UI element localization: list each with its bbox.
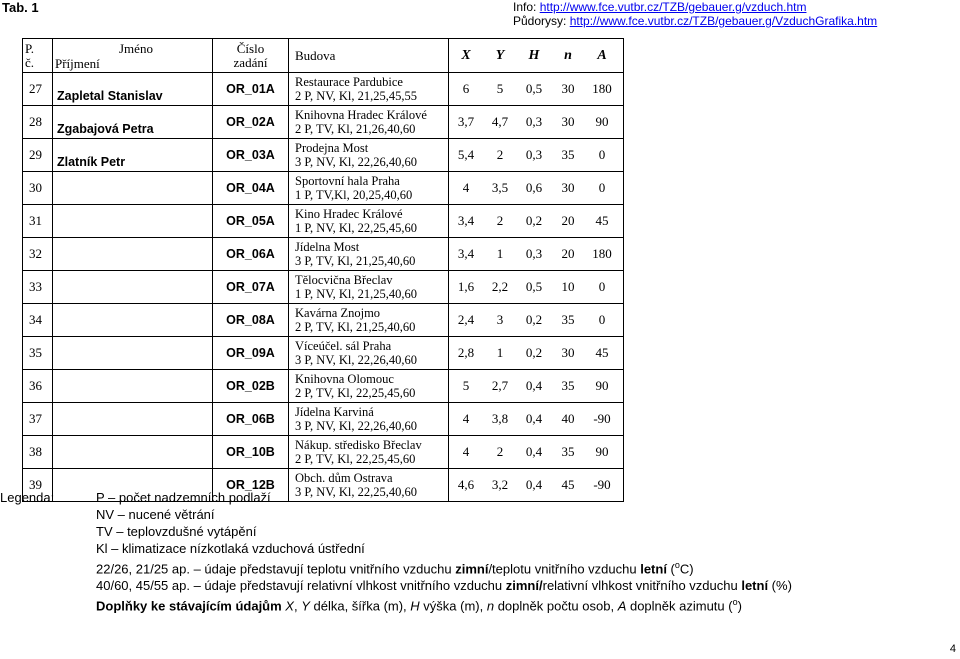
value-y: 1	[496, 345, 504, 360]
legend-text: zimní	[455, 561, 489, 577]
value-y: 3	[496, 312, 504, 327]
building-name: Obch. dům Ostrava	[295, 471, 393, 485]
header-cislo-line2: zadání	[233, 54, 268, 70]
legend-text: doplněk počtu osob,	[494, 598, 618, 614]
legend-text: X	[285, 598, 294, 614]
table-caption: Tab. 1	[2, 0, 39, 15]
building-cell	[289, 106, 449, 139]
dimension-values	[449, 205, 624, 238]
legend-text: n	[486, 598, 495, 614]
building-cell	[289, 436, 449, 469]
legend-line-additions	[96, 594, 792, 614]
value-x: 1,6	[457, 279, 475, 294]
building-cell	[289, 337, 449, 370]
table-row	[23, 205, 624, 238]
building-name: Knihovna Hradec Králové	[295, 108, 427, 122]
assignment-code: OR_12B	[213, 469, 289, 502]
row-number: 39	[23, 469, 53, 502]
value-n: 30	[561, 81, 575, 96]
building-name: Knihovna Olomouc	[295, 372, 394, 386]
assignment-code: OR_09A	[213, 337, 289, 370]
value-a: 45	[595, 345, 609, 360]
building-cell	[289, 238, 449, 271]
building-params: 3 P, NV, Kl, 22,26,40,60	[295, 419, 418, 433]
value-n: 10	[561, 279, 575, 294]
value-a: 180	[592, 81, 612, 96]
building-params: 3 P, TV, Kl, 21,25,40,60	[295, 254, 416, 268]
page-number: 4	[949, 643, 956, 655]
assignment-code: OR_02A	[213, 106, 289, 139]
row-number: 32	[23, 238, 53, 271]
assignment-code: OR_07A	[213, 271, 289, 304]
legend-line-p: P – počet nadzemních podlaží	[96, 490, 271, 505]
building-name: Jídelna Most	[295, 240, 360, 254]
floorplans-link[interactable]: http://www.fce.vutbr.cz/TZB/gebauer.g/VzduchGrafika.htm	[569, 14, 878, 28]
value-y: 1	[496, 246, 504, 261]
building-name: Sportovní hala Praha	[295, 174, 400, 188]
legend-label: Legenda:	[0, 490, 55, 505]
legend-line-kl: Kl – klimatizace nízkotlaká vzduchová ústřední	[96, 541, 365, 556]
legend-text: H	[410, 598, 420, 614]
value-a: 0	[598, 279, 606, 294]
student-name	[53, 172, 213, 205]
value-h: 0,4	[525, 411, 543, 426]
student-name	[53, 403, 213, 436]
value-y: 4,7	[491, 114, 509, 129]
student-name: Zgabajová Petra	[53, 106, 213, 139]
value-h: 0,5	[525, 81, 543, 96]
row-number: 35	[23, 337, 53, 370]
student-name	[53, 238, 213, 271]
table-row	[23, 172, 624, 205]
building-cell	[289, 205, 449, 238]
building-name: Tělocvična Břeclav	[295, 273, 393, 287]
building-cell	[289, 139, 449, 172]
dimension-values	[449, 139, 624, 172]
value-a: 90	[595, 378, 609, 393]
row-number: 36	[23, 370, 53, 403]
legend	[96, 489, 792, 615]
value-n: 20	[561, 246, 575, 261]
floorplans-label: Půdorysy:	[513, 14, 570, 28]
table-header-row	[23, 39, 624, 73]
value-a: 180	[592, 246, 612, 261]
assignment-code: OR_10B	[213, 436, 289, 469]
value-y: 2	[496, 147, 504, 162]
assignment-code: OR_06B	[213, 403, 289, 436]
legend-text: ,	[293, 598, 302, 614]
legend-text: Y	[301, 598, 310, 614]
legend-text: /teplotu vnitřního vzduchu	[488, 561, 641, 577]
value-x: 4,6	[457, 477, 475, 492]
legend-line-temperature	[96, 557, 792, 577]
value-n: 40	[561, 411, 575, 426]
value-x: 5	[462, 378, 470, 393]
header-prijmeni: Příjmení	[55, 55, 100, 71]
value-x: 2,8	[457, 345, 475, 360]
header-n: n	[564, 47, 572, 63]
value-h: 0,3	[525, 114, 543, 129]
building-params: 2 P, TV, Kl, 22,25,45,60	[295, 386, 416, 400]
building-name: Kavárna Znojmo	[295, 306, 381, 320]
value-n: 35	[561, 444, 575, 459]
row-number: 37	[23, 403, 53, 436]
legend-text: (	[666, 561, 675, 577]
legend-text: A	[617, 598, 627, 614]
value-x: 2,4	[457, 312, 475, 327]
building-name: Restaurace Pardubice	[295, 75, 403, 89]
value-a: -90	[593, 477, 611, 492]
value-a: 0	[598, 180, 606, 195]
legend-text: 22/26, 21/25 ap. – údaje představují teplotu vnitřního vzduchu	[96, 561, 456, 577]
assignment-code: OR_04A	[213, 172, 289, 205]
legend-text: délka, šířka (m),	[309, 598, 411, 614]
legend-text: (%)	[768, 578, 792, 594]
value-y: 2,2	[491, 279, 509, 294]
header-name	[53, 39, 213, 73]
building-params: 2 P, TV, Kl, 22,25,45,60	[295, 452, 416, 466]
building-name: Nákup. středisko Břeclav	[295, 438, 422, 452]
header-jmeno: Jméno	[119, 40, 153, 56]
value-a: 0	[598, 147, 606, 162]
info-link[interactable]: http://www.fce.vutbr.cz/TZB/gebauer.g/vzduch.htm	[539, 0, 807, 14]
student-name	[53, 271, 213, 304]
building-params: 3 P, NV, Kl, 22,26,40,60	[295, 155, 418, 169]
assignment-code: OR_06A	[213, 238, 289, 271]
legend-text: zimní/	[505, 578, 543, 594]
header-pc-line2: č.	[25, 54, 35, 70]
building-params: 3 P, NV, Kl, 22,25,40,60	[295, 485, 418, 499]
table-row	[23, 73, 624, 106]
value-x: 3,4	[457, 246, 475, 261]
value-n: 35	[561, 147, 575, 162]
header-pc-line1: P.	[25, 40, 35, 56]
value-h: 0,4	[525, 378, 543, 393]
legend-text: relativní vlhkost vnitřního vzduchu	[542, 578, 742, 594]
student-name	[53, 205, 213, 238]
dimension-values	[449, 304, 624, 337]
building-params: 2 P, NV, Kl, 21,25,45,55	[295, 89, 418, 103]
building-params: 1 P, TV,Kl, 20,25,40,60	[295, 188, 413, 202]
value-h: 0,2	[525, 312, 543, 327]
assignment-code: OR_01A	[213, 73, 289, 106]
value-n: 20	[561, 213, 575, 228]
legend-text: C)	[679, 561, 694, 577]
legend-text: o	[674, 560, 680, 570]
building-params: 1 P, NV, Kl, 22,25,45,60	[295, 221, 418, 235]
row-number: 30	[23, 172, 53, 205]
legend-line-tv: TV – teplovzdušné vytápění	[96, 524, 257, 539]
student-name	[53, 436, 213, 469]
value-h: 0,4	[525, 477, 543, 492]
value-n: 45	[561, 477, 575, 492]
value-n: 30	[561, 114, 575, 129]
assignment-code: OR_08A	[213, 304, 289, 337]
table-row	[23, 370, 624, 403]
value-h: 0,2	[525, 213, 543, 228]
value-h: 0,2	[525, 345, 543, 360]
legend-line-nv: NV – nucené větrání	[96, 507, 215, 522]
building-name: Kino Hradec Králové	[295, 207, 403, 221]
assignment-code: OR_02B	[213, 370, 289, 403]
dimension-values	[449, 172, 624, 205]
row-number: 38	[23, 436, 53, 469]
header-budova: Budova	[289, 39, 449, 73]
building-cell	[289, 271, 449, 304]
assignment-table	[22, 38, 624, 502]
value-y: 3,2	[491, 477, 509, 492]
building-cell	[289, 370, 449, 403]
building-params: 3 P, NV, Kl, 22,26,40,60	[295, 353, 418, 367]
dimension-values	[449, 403, 624, 436]
value-x: 6	[462, 81, 470, 96]
value-y: 3,8	[491, 411, 509, 426]
value-n: 30	[561, 345, 575, 360]
header-h: H	[528, 47, 540, 63]
dimension-values	[449, 106, 624, 139]
legend-text: letní	[741, 578, 769, 594]
table-row	[23, 337, 624, 370]
info-line	[513, 0, 877, 14]
value-x: 5,4	[457, 147, 475, 162]
row-number: 34	[23, 304, 53, 337]
row-number: 29	[23, 139, 53, 172]
table-row	[23, 436, 624, 469]
table-row	[23, 238, 624, 271]
legend-text: letní	[640, 561, 667, 577]
student-name: Zlatník Petr	[53, 139, 213, 172]
table-row	[23, 139, 624, 172]
value-h: 0,6	[525, 180, 543, 195]
value-n: 35	[561, 378, 575, 393]
assignment-code: OR_05A	[213, 205, 289, 238]
legend-text: doplněk azimutu (	[626, 598, 733, 614]
value-y: 2	[496, 444, 504, 459]
legend-text: 40/60, 45/55 ap. – údaje představují relativní vlhkost vnitřního vzduchu	[96, 578, 506, 594]
value-a: 45	[595, 213, 609, 228]
header-a: A	[597, 47, 607, 63]
value-h: 0,3	[525, 147, 543, 162]
legend-line-humidity	[96, 577, 792, 594]
student-name	[53, 304, 213, 337]
header-cislo	[213, 39, 289, 73]
value-x: 4	[462, 411, 470, 426]
assignment-code: OR_03A	[213, 139, 289, 172]
value-a: 90	[595, 444, 609, 459]
row-number: 33	[23, 271, 53, 304]
floorplans-line	[513, 14, 877, 28]
header-y: Y	[495, 47, 505, 63]
value-y: 2	[496, 213, 504, 228]
value-h: 0,3	[525, 246, 543, 261]
dimension-values	[449, 271, 624, 304]
building-name: Prodejna Most	[295, 141, 369, 155]
dimension-values	[449, 238, 624, 271]
info-links	[513, 0, 877, 28]
value-x: 4	[462, 444, 470, 459]
dimension-values	[449, 73, 624, 106]
value-y: 5	[496, 81, 504, 96]
value-x: 3,7	[457, 114, 475, 129]
table-row	[23, 271, 624, 304]
value-h: 0,5	[525, 279, 543, 294]
building-cell	[289, 73, 449, 106]
building-name: Víceúčel. sál Praha	[295, 339, 392, 353]
row-number: 27	[23, 73, 53, 106]
value-y: 3,5	[491, 180, 509, 195]
dimension-values	[449, 370, 624, 403]
building-params: 2 P, TV, Kl, 21,26,40,60	[295, 122, 416, 136]
building-cell	[289, 403, 449, 436]
dimension-values	[449, 337, 624, 370]
legend-text: Doplňky ke stávajícím údajům	[96, 598, 286, 614]
student-name	[53, 337, 213, 370]
row-number: 31	[23, 205, 53, 238]
header-pc	[23, 39, 53, 73]
dimension-values	[449, 436, 624, 469]
value-a: -90	[593, 411, 611, 426]
value-n: 35	[561, 312, 575, 327]
student-name	[53, 370, 213, 403]
table-row	[23, 106, 624, 139]
building-params: 2 P, TV, Kl, 21,25,40,60	[295, 320, 416, 334]
value-x: 4	[462, 180, 470, 195]
building-params: 1 P, NV, Kl, 21,25,40,60	[295, 287, 418, 301]
header-cislo-line1: Číslo	[236, 40, 265, 56]
legend-text: výška (m),	[419, 598, 487, 614]
header-x: X	[461, 47, 471, 63]
building-name: Jídelna Karviná	[295, 405, 374, 419]
table-row	[23, 304, 624, 337]
value-a: 90	[595, 114, 609, 129]
info-label: Info:	[513, 0, 540, 14]
header-params	[449, 39, 624, 73]
value-a: 0	[598, 312, 606, 327]
row-number: 28	[23, 106, 53, 139]
value-x: 3,4	[457, 213, 475, 228]
value-y: 2,7	[491, 378, 509, 393]
value-n: 30	[561, 180, 575, 195]
legend-text: o	[732, 597, 738, 608]
building-cell	[289, 172, 449, 205]
legend-text: )	[737, 598, 742, 614]
student-name: Zapletal Stanislav	[53, 73, 213, 106]
building-cell	[289, 304, 449, 337]
table-row	[23, 403, 624, 436]
value-h: 0,4	[525, 444, 543, 459]
